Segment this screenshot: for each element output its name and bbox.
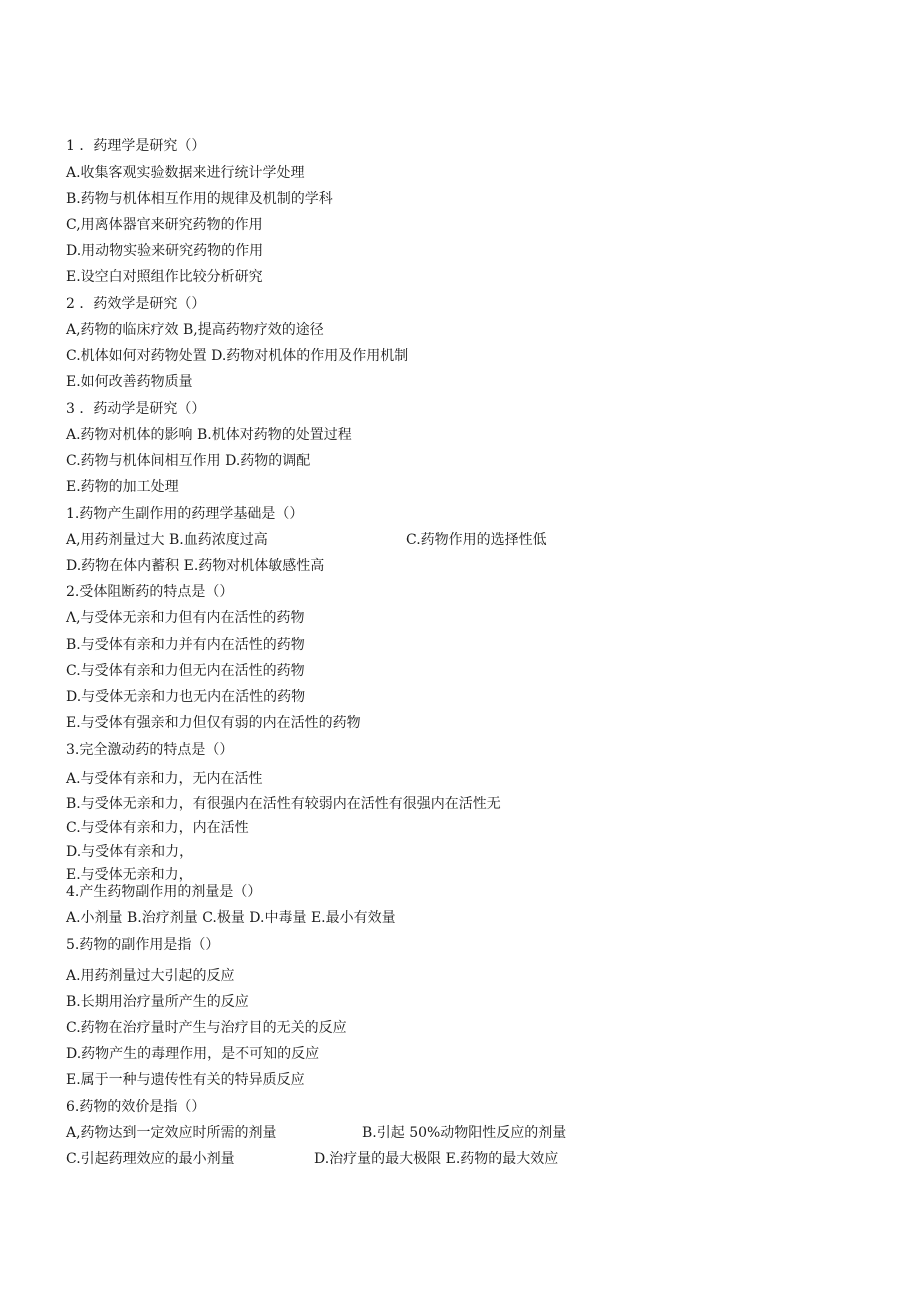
question-b3-stem: 3.完全激动药的特点是（） (66, 742, 234, 758)
question-1-option-c: C,用离体器官来研究药物的作用 (66, 217, 263, 233)
question-2-stem: 2 ．药效学是研究（） (66, 296, 206, 312)
question-2-options-ab: A,药物的临床疗效 B,提高药物疗效的途径 (66, 322, 324, 338)
question-1-option-d: D.用动物实验来研究药物的作用 (66, 243, 264, 259)
question-b6-option-c: C.引起药理效应的最小剂量 (66, 1151, 235, 1167)
question-b3-option-a: A.与受体有亲和力，无内在活性 (66, 771, 263, 787)
question-1-stem: 1 ．药理学是研究（） (66, 138, 206, 154)
question-2-option-e: E.如何改善药物质量 (66, 374, 193, 390)
question-b1-options-de: D.药物在体内蓄积 E.药物对机体敏感性高 (66, 558, 325, 574)
question-3-options-cd: C.药物与机体间相互作用 D.药物的调配 (66, 453, 311, 469)
question-1-option-b: B.药物与机体相互作用的规律及机制的学科 (66, 191, 333, 207)
question-b6-option-a: A,药物达到一定效应时所需的剂量 (66, 1125, 277, 1141)
question-b6-options-de: D.治疗量的最大极限 E.药物的最大效应 (314, 1151, 559, 1167)
question-3-options-ab: A.药物对机体的影响 B.机体对药物的处置过程 (66, 427, 352, 443)
question-b3-option-e: E.与受体无亲和力， (66, 867, 193, 883)
question-2-options-cd: C.机体如何对药物处置 D.药物对机体的作用及作用机制 (66, 348, 409, 364)
question-b2-stem: 2.受体阻断药的特点是（） (66, 584, 234, 600)
question-b5-option-d: D.药物产生的毒理作用，是不可知的反应 (66, 1046, 320, 1062)
question-b3-option-d: D.与受体有亲和力， (66, 844, 194, 860)
question-b1-option-c: C.药物作用的选择性低 (406, 532, 547, 548)
question-b5-option-c: C.药物在治疗量时产生与治疗目的无关的反应 (66, 1020, 347, 1036)
question-1-option-e: E.设空白对照组作比较分析研究 (66, 269, 263, 285)
question-b5-option-a: A.用药剂量过大引起的反应 (66, 968, 235, 984)
question-b1-options-ab: A,用药剂量过大 B.血药浓度过高 (66, 532, 268, 548)
question-b1-stem: 1.药物产生副作用的药理学基础是（） (66, 506, 304, 522)
question-b2-option-e: E.与受体有强亲和力但仅有弱的内在活性的药物 (66, 715, 361, 731)
question-b4-options: A.小剂量 B.治疗剂量 C.极量 D.中毒量 E.最小有效量 (66, 910, 396, 926)
question-b5-option-b: B.长期用治疗量所产生的反应 (66, 994, 249, 1010)
question-b4-stem: 4.产生药物副作用的剂量是（） (66, 884, 262, 900)
question-b3-option-b: B.与受体无亲和力，有很强内在活性有较弱内在活性有很强内在活性无 (66, 796, 501, 812)
question-b3-option-c: C.与受体有亲和力，内在活性 (66, 820, 249, 836)
question-b5-option-e: E.属于一种与遗传性有关的特异质反应 (66, 1072, 305, 1088)
question-b2-option-a: Λ,与受体无亲和力但有内在活性的药物 (66, 610, 305, 626)
question-b6-option-b: B.引起 50%动物阳性反应的剂量 (362, 1125, 567, 1141)
question-1-option-a: A.收集客观实验数据来进行统计学处理 (66, 165, 305, 181)
question-3-option-e: E.药物的加工处理 (66, 479, 179, 495)
question-b2-option-d: D.与受体无亲和力也无内在活性的药物 (66, 689, 306, 705)
question-b2-option-c: C.与受体有亲和力但无内在活性的药物 (66, 663, 305, 679)
question-b5-stem: 5.药物的副作用是指（） (66, 937, 220, 953)
question-b2-option-b: B.与受体有亲和力并有内在活性的药物 (66, 637, 305, 653)
question-3-stem: 3 ．药动学是研究（） (66, 401, 206, 417)
question-b6-stem: 6.药物的效价是指（） (66, 1099, 206, 1115)
